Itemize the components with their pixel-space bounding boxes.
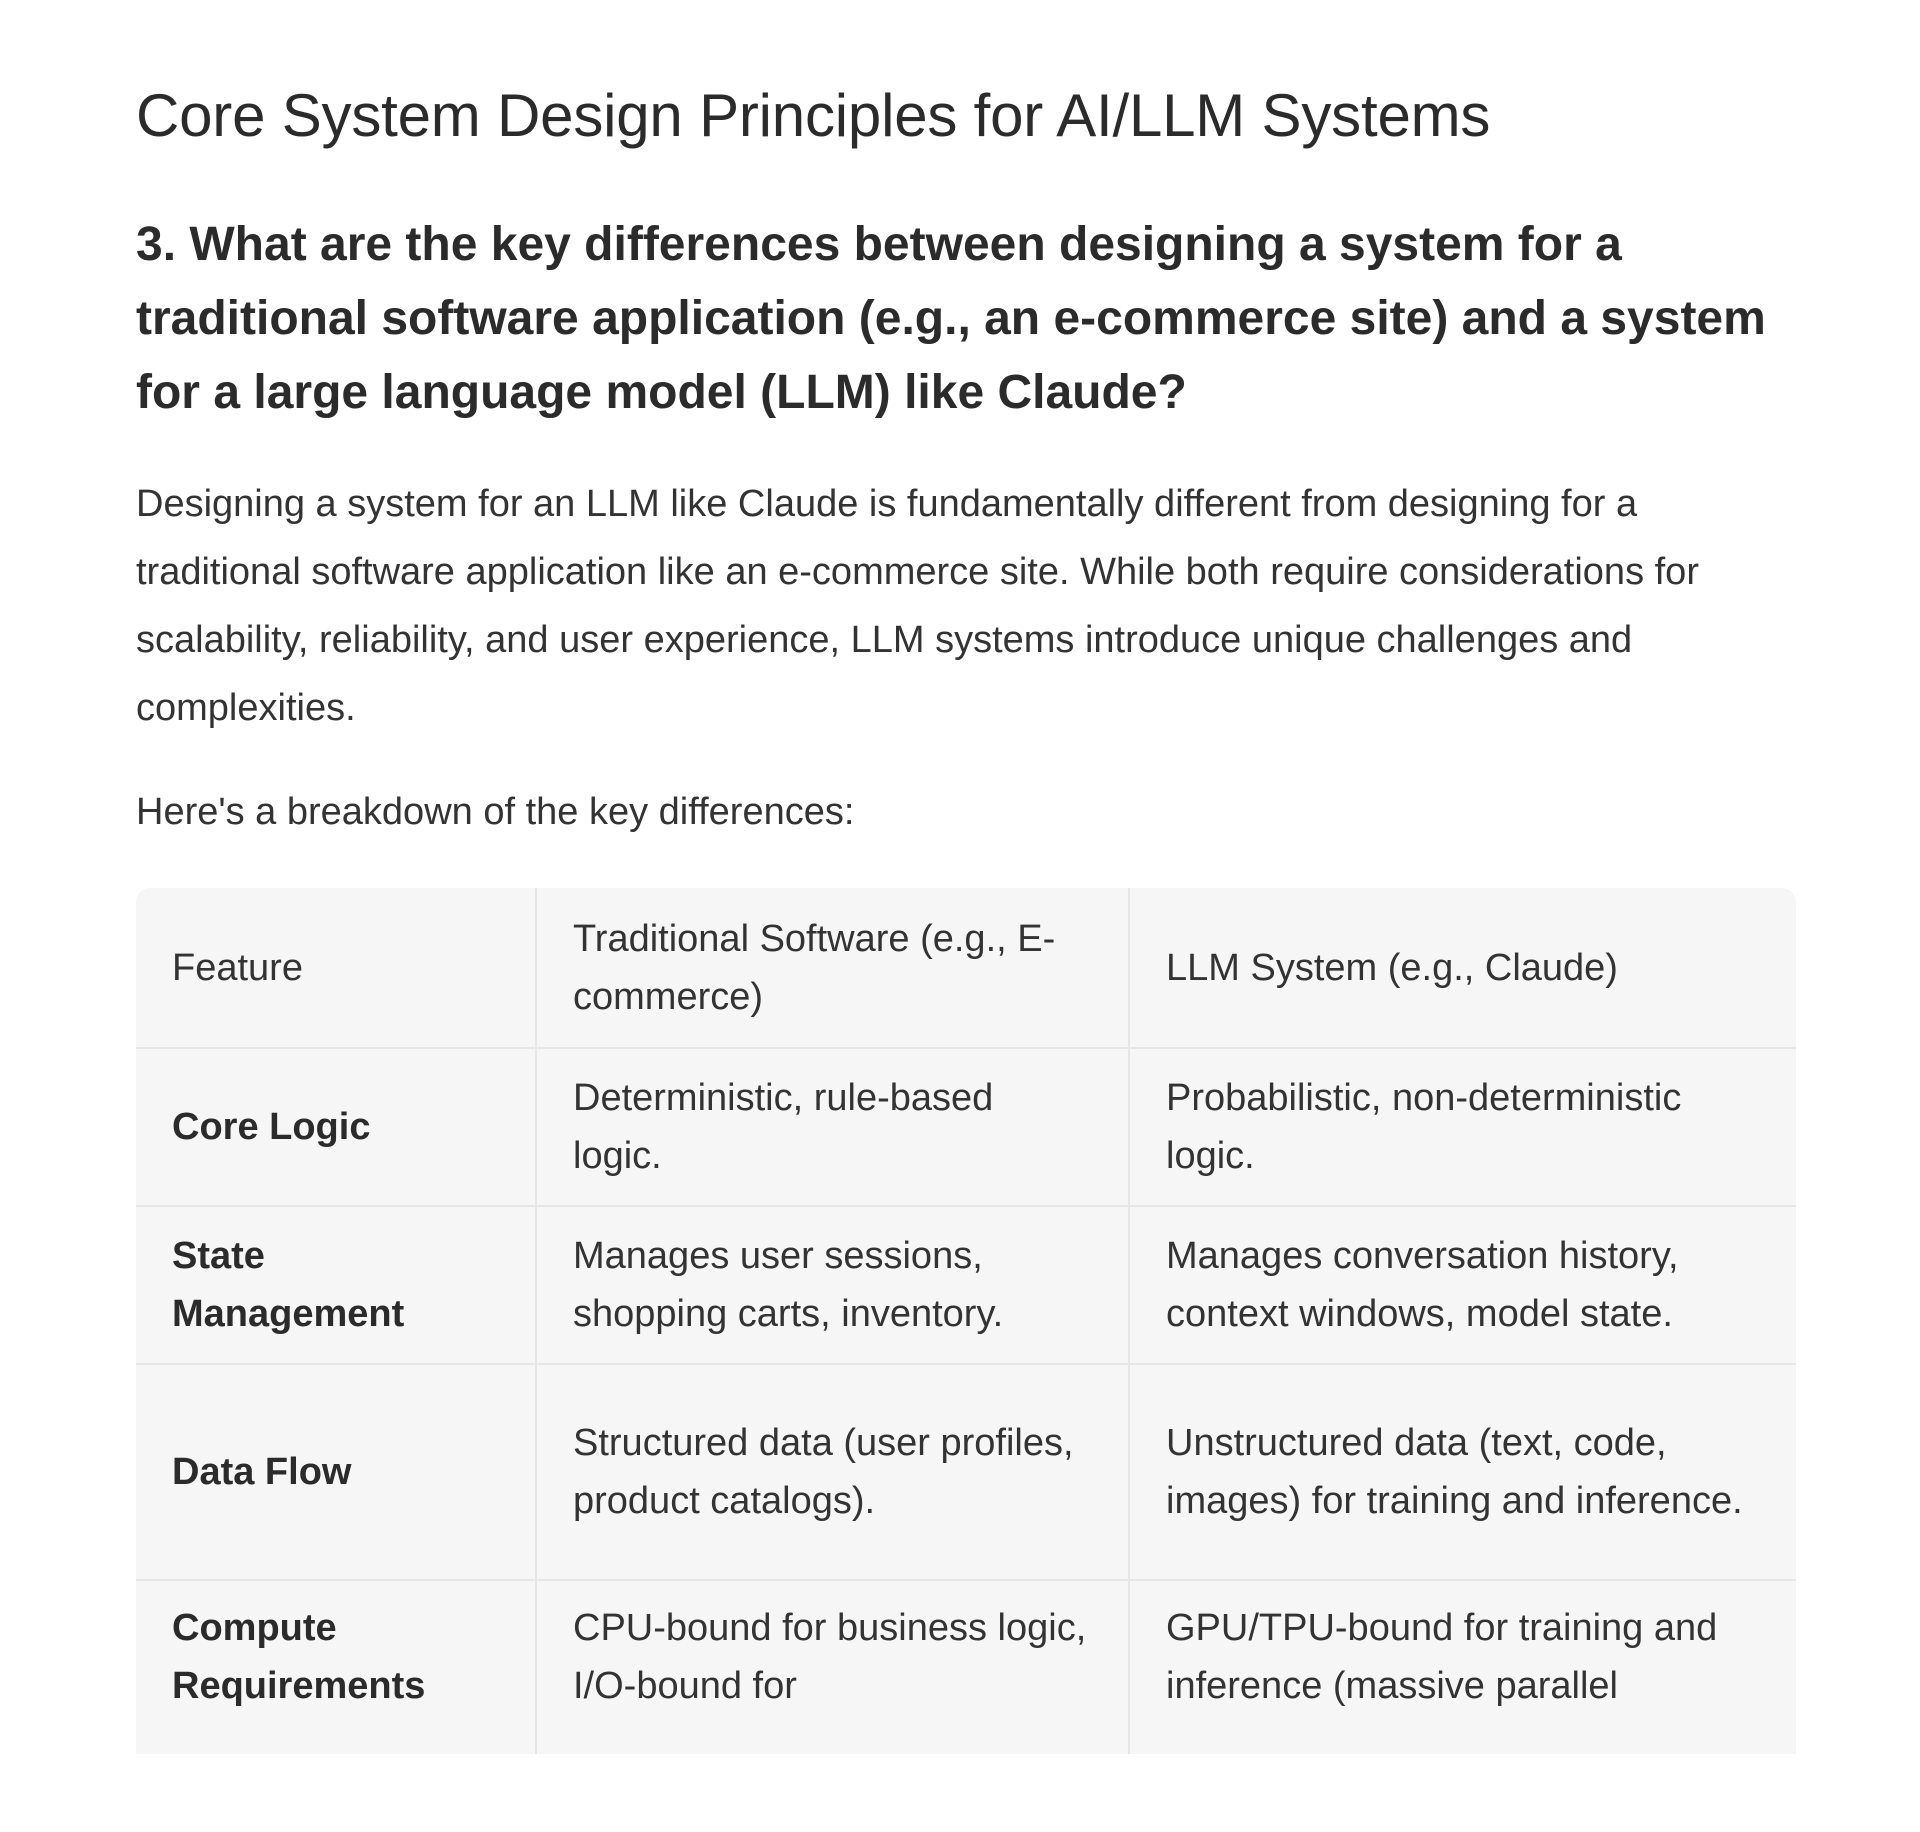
comparison-table — [136, 888, 1796, 1754]
header-feature: Feature — [136, 888, 536, 1048]
feature-cell: State Management — [136, 1206, 536, 1364]
traditional-cell: Manages user sessions, shopping carts, inventory. — [536, 1206, 1129, 1364]
llm-cell: Manages conversation history, context windows, model state. — [1129, 1206, 1796, 1364]
header-traditional: Traditional Software (e.g., E-commerce) — [536, 888, 1129, 1048]
question-heading: 3. What are the key differences between designing a system for a traditional software application (e.g., an e-commerce site) and a system for a large language model (LLM) like Claude? — [136, 218, 1766, 419]
llm-cell: Probabilistic, non-deterministic logic. — [1129, 1048, 1796, 1206]
table-row — [136, 1206, 1796, 1364]
feature-cell: Data Flow — [136, 1364, 536, 1580]
table-header-row — [136, 888, 1796, 1048]
traditional-cell: Deterministic, rule-based logic. — [536, 1048, 1129, 1206]
table-row — [136, 1364, 1796, 1580]
llm-cell: GPU/TPU-bound for training and inference (massive parallel — [1166, 1607, 1718, 1707]
traditional-cell: Structured data (user profiles, product catalogs). — [536, 1364, 1129, 1580]
feature-cell: Core Logic — [136, 1048, 536, 1206]
table-row — [136, 1580, 1796, 1754]
intro-paragraph: Designing a system for an LLM like Claude is fundamentally different from designing for a traditional software application like an e-commerce site. While both require considerations for scalability, reliability, and user experience, LLM systems introduce unique challenges and complexities. — [136, 483, 1699, 729]
header-llm: LLM System (e.g., Claude) — [1129, 888, 1796, 1048]
page-title: Core System Design Principles for AI/LLM Systems — [136, 82, 1491, 149]
breakdown-intro: Here's a breakdown of the key differences: — [136, 791, 855, 833]
table-row — [136, 1048, 1796, 1206]
llm-cell: Unstructured data (text, code, images) for training and inference. — [1129, 1364, 1796, 1580]
feature-cell: Compute Requirements — [136, 1580, 536, 1754]
traditional-cell: CPU-bound for business logic, I/O-bound for — [536, 1580, 1129, 1754]
comparison-table-container — [136, 888, 1796, 1754]
